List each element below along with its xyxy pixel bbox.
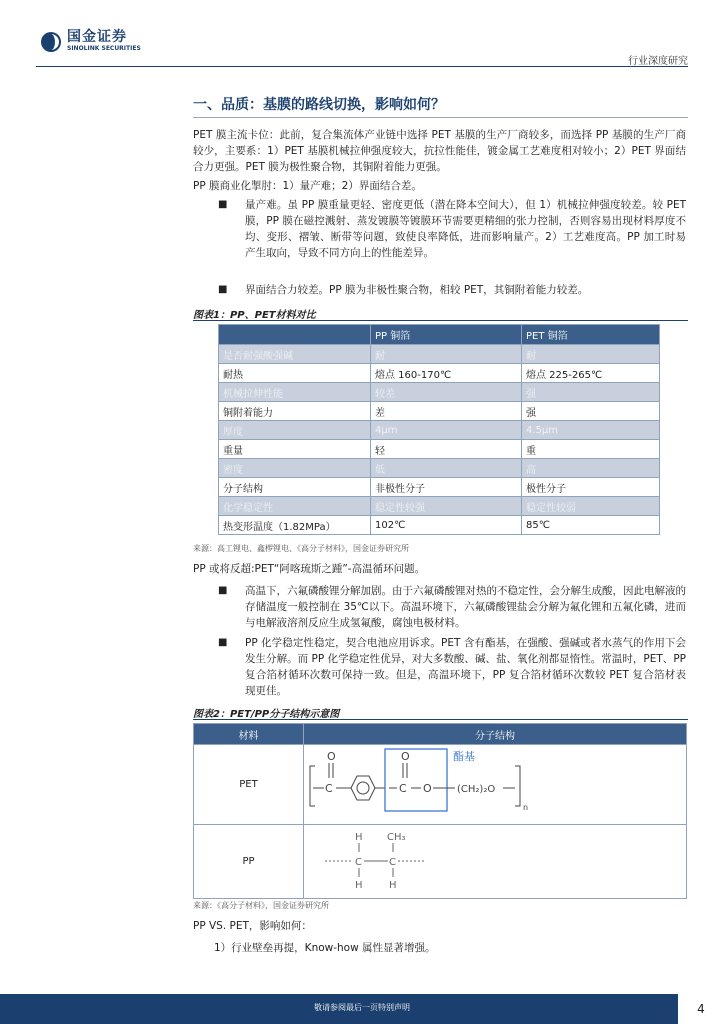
- table-cell: 轻: [371, 440, 522, 459]
- logo-cn-text: 国金证券: [67, 29, 127, 45]
- table-cell: 厚度: [219, 421, 371, 440]
- company-logo: [40, 30, 141, 53]
- table-cell: 是否耐强酸强碱: [219, 345, 371, 364]
- reversal-bullet-2: PP 化学稳定性稳定，契合电池应用诉求。PET 含有酯基，在强酸、强碱或者水蒸气的作用下会发生分解。而 PP 化学稳定性优异，对大多数酸、碱、盐、氧化剂都显惰性。常温时，PET、PP 复合箔材循环次数可保持一致。但是，高温环境下，PP 复合箔材循环次数较 PET 复合箔材表现更佳。: [245, 637, 686, 697]
- table-cell: 非极性分子: [371, 478, 522, 497]
- reversal-bullet-1: 高温下，六氟磷酸锂分解加剧。由于六氟磷酸锂对热的不稳定性，会分解生成酸，因此电解液的存储温度一般控制在 35℃以下。高温环境下，六氟磷酸锂盐会分解为氟化锂和五氟化磷，进而与电解液溶剂反应生成氢氟酸，腐蚀电极材料。: [245, 585, 686, 629]
- table-cell: 铜附着能力: [219, 402, 371, 421]
- svg-text:(CH₂)₂O: (CH₂)₂O: [457, 784, 496, 795]
- table-cell: 极性分子: [522, 478, 660, 497]
- table-cell: 熔点 225-265℃: [522, 364, 660, 383]
- figure2-source: 来源：《高分子材料》，国金证券研究所: [193, 901, 329, 910]
- table-cell: 4.5μm: [522, 421, 660, 440]
- svg-text:H: H: [355, 832, 363, 843]
- logo-mark-icon: [40, 31, 62, 53]
- report-type-label: 行业深度研究: [628, 56, 688, 67]
- table-cell: 较差: [371, 383, 522, 402]
- svg-text:n: n: [523, 803, 529, 812]
- footer-note: 敬请参阅最后一页特别声明: [314, 1003, 410, 1012]
- table-cell: 稳定性较强: [371, 497, 522, 516]
- section-title: 一、品质：基膜的路线切换，影响如何？: [193, 97, 445, 113]
- table-cell: 高: [522, 459, 660, 478]
- pp-structure-cell: [304, 825, 687, 899]
- page-number: 4: [678, 994, 724, 1024]
- figure1-source: 来源：高工锂电、鑫椤锂电、《高分子材料》，国金证券研究所: [193, 544, 409, 553]
- table-header-cell: 分子结构: [304, 724, 687, 745]
- pp-difficulty-lead: PP 膜商业化掣肘：1）量产难；2）界面结合差。: [193, 180, 422, 192]
- svg-text:C: C: [389, 857, 396, 868]
- svg-text:CH₃: CH₃: [387, 832, 406, 843]
- table-header-cell: 材料: [194, 724, 304, 745]
- table-row: [219, 440, 660, 459]
- table-cell: 低: [371, 459, 522, 478]
- pp-difficulty-bullet-1: 量产难。虽 PP 膜重量更轻、密度更低（潜在降本空间大），但 1）机械拉伸强度较差。较 PET 膜，PP 膜在磁控溅射、蒸发镀膜等镀膜环节需要更精细的张力控制，否则容易出现材料厚度不均、变形、褶皱、断带等问题，致使良率降低，进而影响量产。2）工艺难度高。PP 加工时易产生取向，导致不同方向上的性能差异。: [245, 199, 686, 259]
- table-cell: 重: [522, 440, 660, 459]
- ester-group-label: 酯基: [453, 750, 475, 763]
- logo-en-text: SINOLINK SECURITIES: [67, 45, 141, 52]
- table-cell: 密度: [219, 459, 371, 478]
- table-cell: 强: [522, 383, 660, 402]
- table-header-row: [194, 724, 687, 745]
- table-header-cell: [219, 325, 371, 345]
- header-divider: [36, 66, 688, 67]
- reversal-lead: PP 或将反超:PET“阿喀琉斯之踵”-高温循环问题。: [193, 563, 426, 575]
- bullet-square-icon: ■: [218, 284, 228, 295]
- table-cell: 耐: [371, 345, 522, 364]
- table-cell: 差: [371, 402, 522, 421]
- table-cell: 化学稳定性: [219, 497, 371, 516]
- pp-material-cell: PP: [194, 825, 304, 899]
- table-header-cell: PP 铜箔: [371, 325, 522, 345]
- table-cell: 稳定性较弱: [522, 497, 660, 516]
- bullet-square-icon: ■: [218, 199, 228, 210]
- section-title-rule: [193, 117, 688, 118]
- figure2-title-rule: [193, 719, 688, 720]
- table-row: [219, 516, 660, 535]
- table-cell: 热变形温度（1.82MPa）: [219, 516, 371, 535]
- intro-paragraph: PET 膜主流卡位：此前，复合集流体产业链中选择 PET 基膜的生产厂商较多，而选择 PP 基膜的生产厂商较少，主要系：1）PET 基膜机械拉伸强度较大，抗拉性能佳，镀金属工艺难度相对较小；2）PET 界面结合力更强。PET 膜为极性聚合物，其铜附着能力更强。: [193, 129, 686, 173]
- svg-text:C: C: [399, 782, 407, 795]
- figure2-structure-table: [193, 723, 687, 899]
- svg-text:O: O: [401, 750, 410, 763]
- table-cell: 4μm: [371, 421, 522, 440]
- table-row: [219, 364, 660, 383]
- table-cell: 102℃: [371, 516, 522, 535]
- table-cell: 机械拉伸性能: [219, 383, 371, 402]
- table-cell: 耐: [522, 345, 660, 364]
- table-cell: 分子结构: [219, 478, 371, 497]
- pet-structure-cell: [304, 745, 687, 825]
- figure1-title-rule: [193, 320, 688, 321]
- figure1-comparison-table: [218, 324, 660, 535]
- figure2-title: 图表2：PET/PP分子结构示意图: [193, 709, 340, 720]
- table-row: [194, 825, 687, 899]
- table-cell: 85℃: [522, 516, 660, 535]
- figure1-table-body: [219, 345, 660, 535]
- figure1-title: 图表1：PP、PET材料对比: [193, 310, 316, 321]
- table-header-row: [219, 325, 660, 345]
- table-row: [219, 345, 660, 364]
- table-header-cell: PET 铜箔: [522, 325, 660, 345]
- svg-text:O: O: [423, 782, 432, 795]
- table-row: [194, 745, 687, 825]
- table-cell: 强: [522, 402, 660, 421]
- svg-text:H: H: [389, 880, 397, 891]
- pet-material-cell: PET: [194, 745, 304, 825]
- table-row: [219, 478, 660, 497]
- table-cell: 耐热: [219, 364, 371, 383]
- table-cell: 重量: [219, 440, 371, 459]
- table-row: [219, 421, 660, 440]
- svg-text:C: C: [355, 857, 362, 868]
- table-row: [219, 383, 660, 402]
- bullet-square-icon: ■: [218, 637, 228, 648]
- table-cell: 熔点 160-170℃: [371, 364, 522, 383]
- bullet-square-icon: ■: [218, 585, 228, 596]
- svg-text:H: H: [355, 880, 363, 891]
- pp-molecule-diagram: [305, 826, 685, 894]
- table-row: [219, 497, 660, 516]
- table-row: [219, 459, 660, 478]
- pet-molecule-diagram: [305, 746, 685, 820]
- table-row: [219, 402, 660, 421]
- pp-difficulty-bullet-2: 界面结合力较差。PP 膜为非极性聚合物，相较 PET，其铜附着能力较差。: [245, 284, 589, 296]
- svg-text:O: O: [327, 750, 336, 763]
- svg-text:C: C: [325, 782, 333, 795]
- vs-item-1: 1）行业壁垒再提，Know-how 属性显著增强。: [214, 942, 436, 954]
- vs-lead: PP VS. PET，影响如何：: [193, 920, 312, 932]
